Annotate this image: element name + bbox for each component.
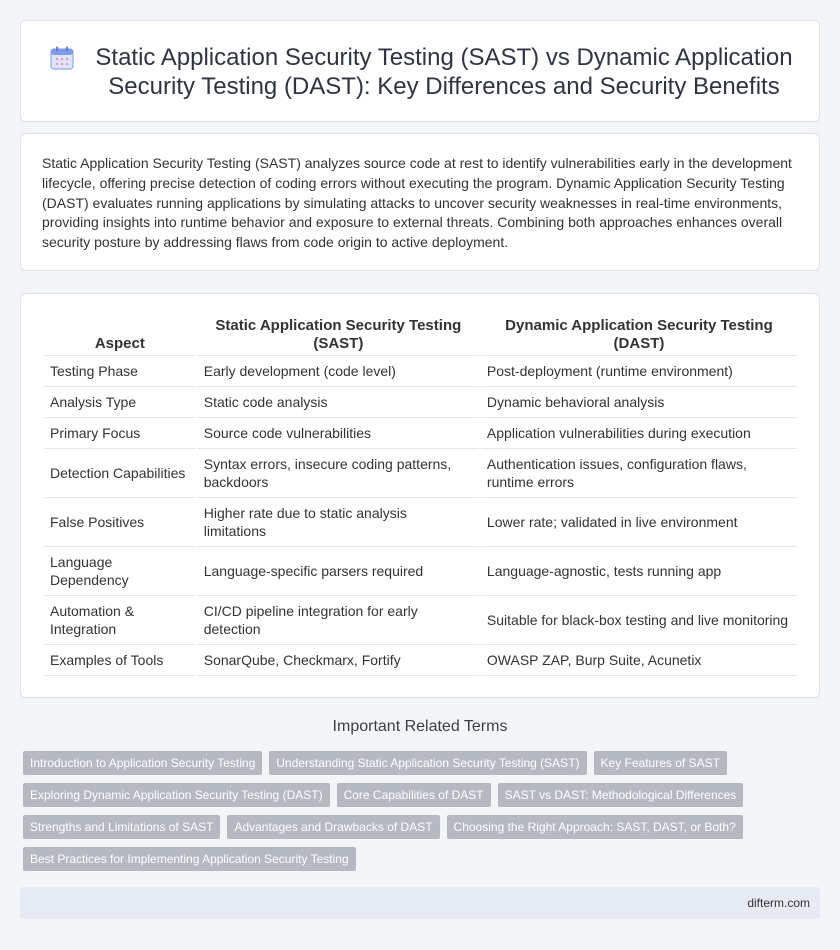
intro-paragraph: Static Application Security Testing (SAST) analyzes source code at rest to identify vulnerabilities early in the development lifecycle, offering precise detection of coding errors without executing the program. Dynamic Application Security Testing (DAST) evaluates running applications by simulating attacks to uncover security weaknesses in real-time environments, providing insights into runtime behavior and exposure to external threats. Combining both approaches enhances overall security posture by addressing flaws from code origin to active deployment.: [42, 155, 792, 251]
page-title: Static Application Security Testing (SAST) vs Dynamic Application Security Testing (DAST): Key Differences and Security Benefits: [95, 44, 793, 100]
footer-site-link[interactable]: difterm.com: [747, 896, 810, 910]
aspect-cell: Analysis Type: [44, 387, 196, 418]
aspect-cell: False Positives: [44, 498, 196, 547]
dast-cell: Language-agnostic, tests running app: [481, 547, 797, 596]
related-term-tag[interactable]: Introduction to Application Security Testing: [23, 751, 262, 775]
related-term-tag[interactable]: Choosing the Right Approach: SAST, DAST, or Both?: [447, 815, 743, 839]
comparison-table-card: [20, 293, 820, 698]
table-row: [44, 547, 797, 596]
related-term-tag[interactable]: Advantages and Drawbacks of DAST: [227, 815, 439, 839]
table-row: [44, 449, 797, 498]
related-terms-title: Important Related Terms: [332, 718, 508, 735]
related-term-tag[interactable]: Strengths and Limitations of SAST: [23, 815, 220, 839]
dast-cell: Lower rate; validated in live environment: [481, 498, 797, 547]
dast-cell: Application vulnerabilities during execution: [481, 418, 797, 449]
table-row: [44, 387, 797, 418]
calendar-icon: [49, 45, 75, 71]
related-term-tag[interactable]: Exploring Dynamic Application Security Testing (DAST): [23, 783, 330, 807]
dast-cell: OWASP ZAP, Burp Suite, Acunetix: [481, 645, 797, 676]
related-term-tag[interactable]: Key Features of SAST: [594, 751, 727, 775]
title-card: [20, 20, 820, 122]
aspect-cell: Examples of Tools: [44, 645, 196, 676]
related-term-tag[interactable]: Best Practices for Implementing Application Security Testing: [23, 847, 356, 871]
comparison-table: [42, 316, 799, 676]
table-row: [44, 418, 797, 449]
aspect-cell: Detection Capabilities: [44, 449, 196, 498]
sast-cell: Static code analysis: [198, 387, 479, 418]
aspect-cell: Language Dependency: [44, 547, 196, 596]
related-term-tag[interactable]: SAST vs DAST: Methodological Differences: [498, 783, 744, 807]
table-row: [44, 645, 797, 676]
intro-card: [20, 133, 820, 271]
header-dast: Dynamic Application Security Testing (DAST): [481, 316, 797, 356]
header-aspect: Aspect: [44, 316, 196, 356]
related-term-tag[interactable]: Core Capabilities of DAST: [337, 783, 491, 807]
sast-cell: SonarQube, Checkmarx, Fortify: [198, 645, 479, 676]
related-term-tag[interactable]: Understanding Static Application Security Testing (SAST): [269, 751, 586, 775]
footer: [20, 887, 820, 919]
table-row: [44, 356, 797, 387]
table-row: [44, 498, 797, 547]
aspect-cell: Primary Focus: [44, 418, 196, 449]
header-sast: Static Application Security Testing (SAST): [198, 316, 479, 356]
aspect-cell: Automation & Integration: [44, 596, 196, 645]
related-terms-tags: [23, 751, 813, 879]
dast-cell: Authentication issues, configuration flaws, runtime errors: [481, 449, 797, 498]
dast-cell: Post-deployment (runtime environment): [481, 356, 797, 387]
sast-cell: Source code vulnerabilities: [198, 418, 479, 449]
sast-cell: Language-specific parsers required: [198, 547, 479, 596]
sast-cell: Syntax errors, insecure coding patterns, backdoors: [198, 449, 479, 498]
sast-cell: CI/CD pipeline integration for early detection: [198, 596, 479, 645]
dast-cell: Dynamic behavioral analysis: [481, 387, 797, 418]
title-wrap: [49, 43, 799, 101]
dast-cell: Suitable for black-box testing and live monitoring: [481, 596, 797, 645]
sast-cell: Early development (code level): [198, 356, 479, 387]
aspect-cell: Testing Phase: [44, 356, 196, 387]
table-header-row: [44, 316, 797, 356]
sast-cell: Higher rate due to static analysis limitations: [198, 498, 479, 547]
table-row: [44, 596, 797, 645]
